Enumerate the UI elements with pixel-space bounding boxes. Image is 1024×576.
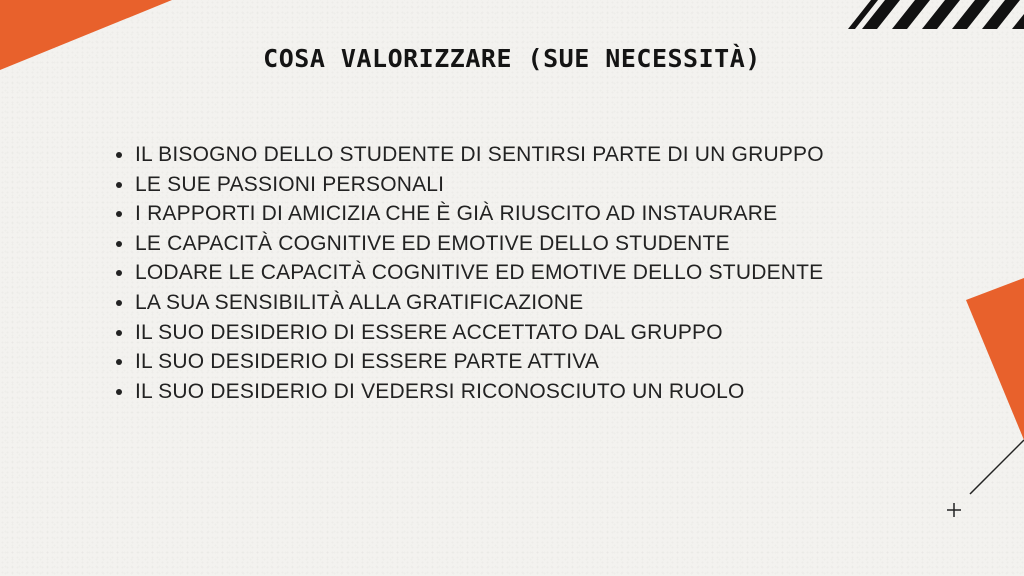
- diagonal-stripes-top-right: [848, 0, 1024, 29]
- list-item-text: I RAPPORTI DI AMICIZIA CHE È GIÀ RIUSCITO AD INSTAURARE: [135, 202, 778, 226]
- plus-icon: [947, 503, 961, 517]
- list-item: [110, 318, 910, 348]
- bullet-dot-icon: [116, 300, 122, 306]
- list-item-text: LE SUE PASSIONI PERSONALI: [135, 172, 445, 196]
- list-item-text: IL BISOGNO DELLO STUDENTE DI SENTIRSI PARTE DI UN GRUPPO: [135, 143, 824, 166]
- list-item: [110, 377, 910, 407]
- list-item: [110, 229, 910, 259]
- bullet-dot-icon: [116, 389, 122, 395]
- bullet-dot-icon: [116, 270, 122, 276]
- bullet-dot-icon: [116, 152, 122, 158]
- list-item-text: LE CAPACITÀ COGNITIVE ED EMOTIVE DELLO STUDENTE: [135, 231, 730, 255]
- list-item: [110, 199, 910, 229]
- bullet-list: [110, 140, 910, 406]
- list-item-text: IL SUO DESIDERIO DI VEDERSI RICONOSCIUTO UN RUOLO: [135, 379, 745, 403]
- bullet-dot-icon: [116, 241, 122, 247]
- bullet-dot-icon: [116, 359, 122, 365]
- orange-shape-right: [966, 278, 1024, 440]
- thin-diagonal-line: [970, 440, 1024, 494]
- list-item-text: LA SUA SENSIBILITÀ ALLA GRATIFICAZIONE: [135, 290, 584, 314]
- list-item-text: IL SUO DESIDERIO DI ESSERE PARTE ATTIVA: [135, 350, 600, 374]
- slide-title: COSA VALORIZZARE (SUE NECESSITÀ): [263, 44, 761, 73]
- bullet-dot-icon: [116, 330, 122, 336]
- list-item-text: IL SUO DESIDERIO DI ESSERE ACCETTATO DAL GRUPPO: [135, 320, 723, 344]
- list-item: [110, 347, 910, 377]
- list-item: [110, 258, 910, 288]
- list-item-text: LODARE LE CAPACITÀ COGNITIVE ED EMOTIVE DELLO STUDENTE: [135, 261, 824, 285]
- bullet-dot-icon: [116, 182, 122, 188]
- list-item: [110, 170, 910, 200]
- list-item: [110, 140, 910, 170]
- list-item: [110, 288, 910, 318]
- bullet-dot-icon: [116, 211, 122, 217]
